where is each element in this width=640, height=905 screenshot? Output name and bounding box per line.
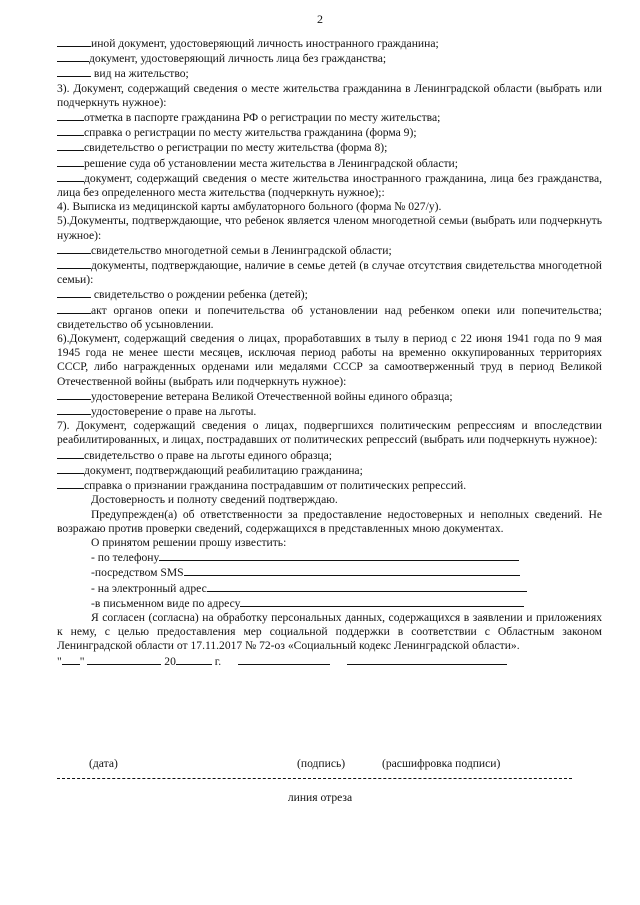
date-caption: (дата) bbox=[89, 757, 118, 770]
section-5-heading: 5).Документы, подтверждающие, что ребенок является членом многодетной семьи (выбрать или подчеркнуть нужное): bbox=[57, 214, 602, 242]
option-rehabilitation-document[interactable]: документ, подтверждающий реабилитацию гражданина; bbox=[57, 463, 602, 478]
option-stateless-id[interactable]: документ, удостоверяющий личность лица без гражданства; bbox=[57, 51, 602, 66]
option-residence-permit[interactable]: вид на жительство; bbox=[57, 66, 602, 81]
section-6-heading: 6).Документ, содержащий сведения о лицах, проработавших в тылу в период с 22 июня 1941 года по 9 мая 1945 года не менее шести месяцев, исключая период работы на временно оккупированных территориях СССР, либо награжденных орденами или медалями СССР за самоотверженный труд в период Великой Отечественной войны (выбрать или подчеркнуть нужное): bbox=[57, 332, 602, 388]
option-passport-mark[interactable]: отметка в паспорте гражданина РФ о регистрации по месту жительства; bbox=[57, 110, 602, 125]
section-4-heading: 4). Выписка из медицинской карты амбулаторного больного (форма № 027/у). bbox=[57, 200, 442, 214]
option-foreigner-residence[interactable]: документ, содержащий сведения о месте жительства иностранного гражданина, лица без гражданства, лица без определенного места жительства (подчеркнуть нужное);: bbox=[57, 171, 602, 200]
notify-sms-row: -посредством SMS bbox=[57, 565, 602, 580]
notify-address-row: -в письменном виде по адресу bbox=[57, 596, 602, 611]
option-large-family-certificate[interactable]: свидетельство многодетной семьи в Ленинградской области; bbox=[57, 243, 602, 258]
address-field[interactable] bbox=[240, 596, 524, 607]
confirmation-statement: Достоверность и полноту сведений подтверждаю. bbox=[91, 493, 338, 507]
decoding-caption: (расшифровка подписи) bbox=[382, 757, 501, 770]
option-benefits-right-certificate[interactable]: свидетельство о праве на льготы единого образца; bbox=[57, 448, 602, 463]
cut-line-label: линия отреза bbox=[287, 791, 353, 804]
option-children-documents[interactable]: документы, подтверждающие, наличие в семье детей (в случае отсутствия свидетельства многодетной семьи): bbox=[57, 259, 602, 287]
notification-heading: О принятом решении прошу известить: bbox=[91, 535, 287, 549]
email-field[interactable] bbox=[207, 581, 527, 592]
option-form-9[interactable]: справка о регистрации по месту жительства гражданина (форма 9); bbox=[57, 125, 602, 140]
option-repression-victim-certificate[interactable]: справка о признании гражданина пострадавшим от политических репрессий. bbox=[57, 478, 602, 493]
option-form-8[interactable]: свидетельство о регистрации по месту жительства (форма 8); bbox=[57, 140, 602, 155]
signature-captions bbox=[57, 737, 602, 797]
cut-line bbox=[57, 778, 572, 779]
option-court-decision[interactable]: решение суда об установлении места жительства в Ленинградской области; bbox=[57, 156, 602, 171]
signature-decoding-field[interactable] bbox=[347, 654, 507, 665]
page-number: 2 bbox=[317, 12, 323, 26]
sms-field[interactable] bbox=[184, 565, 520, 576]
option-birth-certificate[interactable]: свидетельство о рождении ребенка (детей); bbox=[57, 287, 602, 302]
year-field[interactable] bbox=[176, 654, 212, 665]
date-row: " " 20 г. bbox=[57, 654, 602, 669]
signature-caption: (подпись) bbox=[297, 757, 346, 770]
section-3-heading: 3). Документ, содержащий сведения о месте жительства гражданина в Ленинградской области (выбрать или подчеркнуть нужное): bbox=[57, 81, 602, 109]
section-7-heading: 7). Документ, содержащий сведения о лицах, подвергшихся политическим репрессиям и впоследствии реабилитированных, и лицах, пострадавших от политических репрессий (выбрать или подчеркнуть нужное): bbox=[57, 419, 602, 447]
signature-field[interactable] bbox=[238, 654, 330, 665]
personal-data-consent: Я согласен (согласна) на обработку персональных данных, содержащихся в заявлении и приложениях к нему, с целью предоставления мер социальной поддержки в соответствии с Областным законом Ленинградской области от 17.11.2017 № 72-оз «Социальный кодекс Ленинградской области». bbox=[57, 610, 602, 653]
option-foreign-id[interactable]: иной документ, удостоверяющий личность иностранного гражданина; bbox=[57, 36, 602, 51]
notify-email-row: - на электронный адрес bbox=[57, 581, 602, 596]
notify-phone-row: - по телефону bbox=[57, 550, 602, 565]
liability-warning: Предупрежден(а) об ответственности за предоставление недостоверных и неполных сведений. Не возражаю против проверки сведений, содержащихся в представленных мною документах. bbox=[57, 507, 602, 535]
option-guardianship-act[interactable]: акт органов опеки и попечительства об установлении над ребенком опеки или попечительства; свидетельство об усыновлении. bbox=[57, 303, 602, 331]
option-benefits-certificate[interactable]: удостоверение о праве на льготы. bbox=[57, 404, 602, 419]
form-body bbox=[57, 36, 602, 669]
option-veteran-certificate[interactable]: удостоверение ветерана Великой Отечественной войны единого образца; bbox=[57, 389, 602, 404]
month-field[interactable] bbox=[87, 654, 161, 665]
phone-field[interactable] bbox=[159, 550, 519, 561]
day-field[interactable] bbox=[62, 654, 80, 665]
